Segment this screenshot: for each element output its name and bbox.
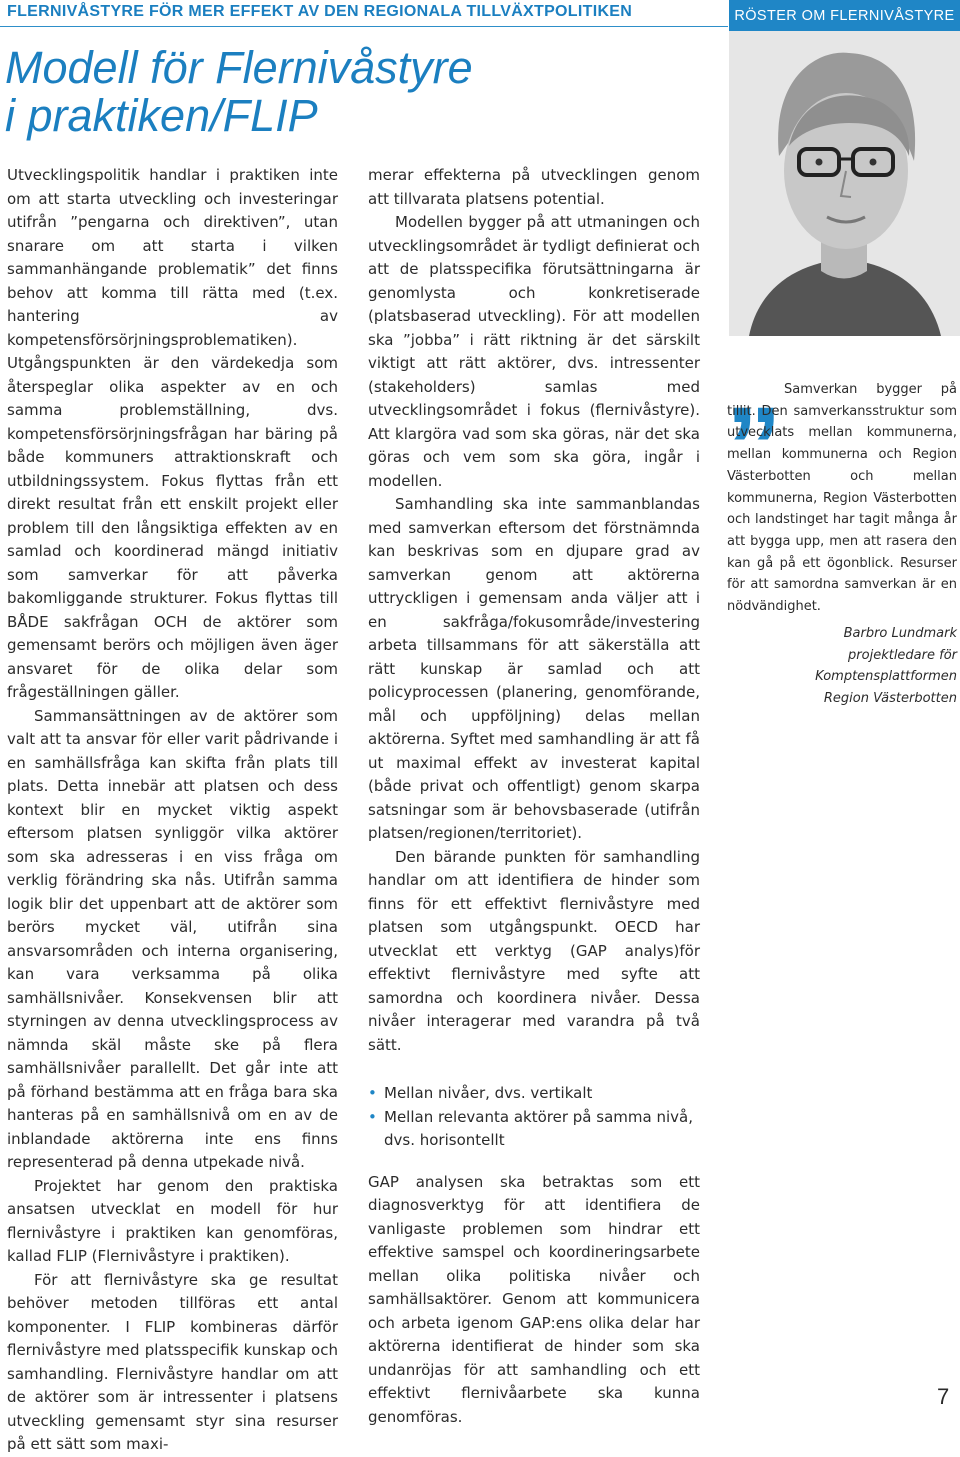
quote-mark-icon: „: [726, 321, 782, 446]
body-column-left: [7, 164, 338, 1457]
paragraph: Modellen bygger på att utmaningen och utvecklingsområdet är tydligt definierat och att de platsspecifika förutsättningarna är genomlysta och konkretiserade (platsbaserad utveckling). För att modellen ska ”jobba” i rätt riktning är det särskilt viktigt att rätt aktörer, dvs. intressenter (stakeholders) samlas med utvecklingsområdet i fokus (flernivåstyre). Att klargöra vad som ska göras, när det ska göras och vem som ska göra, ingår i modellen.: [368, 213, 700, 490]
paragraph: Utvecklingspolitik handlar i praktiken inte om att starta utveckling och investeringar utifrån ”pengarna och direktiven”, utan snarare om att starta i vilken sammanhängande problematik” det finns behov att komma till rätta med (t.ex. hantering av kompetensförsörjningsproblematiken). Utgångspunkten är den värdekedja som återspeglar olika aspekter av en och samma problemställning, dvs. kompetensförsörjningsfrågan har bäring på både kommuners attraktionskraft och utbildningssystem. Fokus flyttas från ett direkt resultat från ett enskilt projekt eller problem till den långsiktiga effekten av en samlad och koordinerad mängd initiativ som samverkar för att påverka bakomliggande strukturer. Fokus flyttas till BÅDE sakfrågan OCH de aktörer som gemensamt berörs och möjligen även äger ansvaret för de olika delar som frågeställningen gäller.: [7, 166, 338, 701]
title-line-2: i praktiken/FLIP: [5, 90, 318, 141]
article-title: [5, 44, 473, 140]
side-tag: RÖSTER OM FLERNIVÅSTYRE: [729, 0, 960, 31]
title-line-1: Modell för Flernivåstyre: [5, 42, 473, 93]
portrait-illustration: [729, 31, 960, 336]
bullet-list: [368, 1082, 700, 1153]
quote-signature: [800, 623, 957, 710]
portrait-photo: [729, 31, 960, 336]
paragraph: Projektet har genom den praktiska ansatsen utvecklat en modell för hur flernivåstyre i praktiken kan genomföras, kallad FLIP (Flernivåstyre i praktiken).: [7, 1176, 338, 1265]
page-number: 7: [937, 1384, 950, 1409]
paragraph: Samhandling ska inte sammanblandas med samverkan eftersom det förstnämnda kan beskrivas som en djupare grad av samverkan genom att aktörerna uttryckligen i gemensam anda väljer att i en sakfråga/fokusområde/investering arbeta tillsammans för att säkerställa att rätt kunskap är samlad och att policyprocessen (planering, genomförande, mål och uppföljning) delas mellan aktörerna. Syftet med samhandling är att få ut maximal effekt av investerat kapital (både privat och offentligt) genom skarpa satsningar som är behovsbaserade (utifrån platsen/regionen/territoriet).: [368, 495, 700, 842]
signature-region: Region Västerbotten: [823, 691, 957, 707]
signature-org: Komptensplattformen: [815, 669, 957, 685]
paragraph: Den bärande punkten för samhandling handlar om att identifiera de hinder som finns för ett effektivt flernivåstyre med platsen som utgångspunkt. OECD har utvecklat ett verktyg (GAP analys)för effektivt flernivåstyre med syfte att samordna och koordinera nivåer. Dessa nivåer interagerar med varandra på två sätt.: [368, 847, 700, 1054]
pull-quote: Samverkan bygger på tillit. Den samverkansstruktur som utvecklats mellan kommunerna, mellan kommunerna och Region Västerbotten och mellan kommunerna, Region Västerbotten och landstinget har tagit många år att bygga upp, men att rasera den kan gå på ett ögonblick. Resurser för att samordna samverkan är en nödvändighet.: [727, 382, 957, 615]
section-header-bar: [0, 0, 728, 27]
section-label: FLERNIVÅSTYRE FÖR MER EFFEKT AV DEN REGIONALA TILLVÄXTPOLITIKEN: [7, 3, 633, 20]
list-item: • Mellan nivåer, dvs. vertikalt: [368, 1082, 700, 1106]
list-item: • Mellan relevanta aktörer på samma nivå, dvs. horisontellt: [368, 1106, 700, 1153]
paragraph: GAP analysen ska betraktas som ett diagnosverktyg för att identifiera de vanligaste problemen som hindrar ett effektive samspel och koordineringsarbete mellan olika politiska nivåer och samhällsaktörer. Genom att kommunicera och arbeta igenom GAP:ens olika delar har aktörerna identifierat de hinder som ska undanröjas för att samhandling och ett effektivt flernivåarbete ska kunna genomföras.: [368, 1172, 700, 1426]
paragraph: För att flernivåstyre ska ge resultat behöver metoden tillföras ett antal komponenter. I FLIP kombineras därför flernivåstyre med platsspecifik kunskap och samhandling. Flernivåstyre handlar om att de aktörer som är intressenter i platsens utveckling gemensamt styr sina resurser på ett sätt som maxi-: [7, 1270, 338, 1453]
paragraph: Sammansättningen av de aktörer som valt att ta ansvar för eller varit pådrivande i en samhällsfråga kan skifta från plats till plats. Detta innebär att platsen och dess kontext blir en mycket viktig aspekt eftersom platsen synliggör vilka aktörer som ska adresseras i en viss fråga om verklig förändring ska nås. Utifrån samma logik blir det uppenbart att de aktörer som berörs mycket väl, utifrån sina ansvarsområden och interna organisering, kan vara verksamma på olika samhällsnivåer. Konsekvensen blir att styrningen av denna utvecklingsprocess av nämnda skäl måste ske på flera samhällsnivåer parallellt. Det går inte att på förhand bestämma att en fråga bara ska hanteras på en samhällsnivå om en av de inblandade aktörerna inte ens finns representerad på denna utpekade nivå.: [7, 706, 338, 1171]
paragraph: merar effekterna på utvecklingen genom att tillvarata platsens potential.: [368, 166, 700, 208]
signature-role: projektledare för: [848, 647, 957, 663]
signature-name: Barbro Lundmark: [843, 626, 957, 641]
body-column-middle: [368, 164, 700, 1429]
